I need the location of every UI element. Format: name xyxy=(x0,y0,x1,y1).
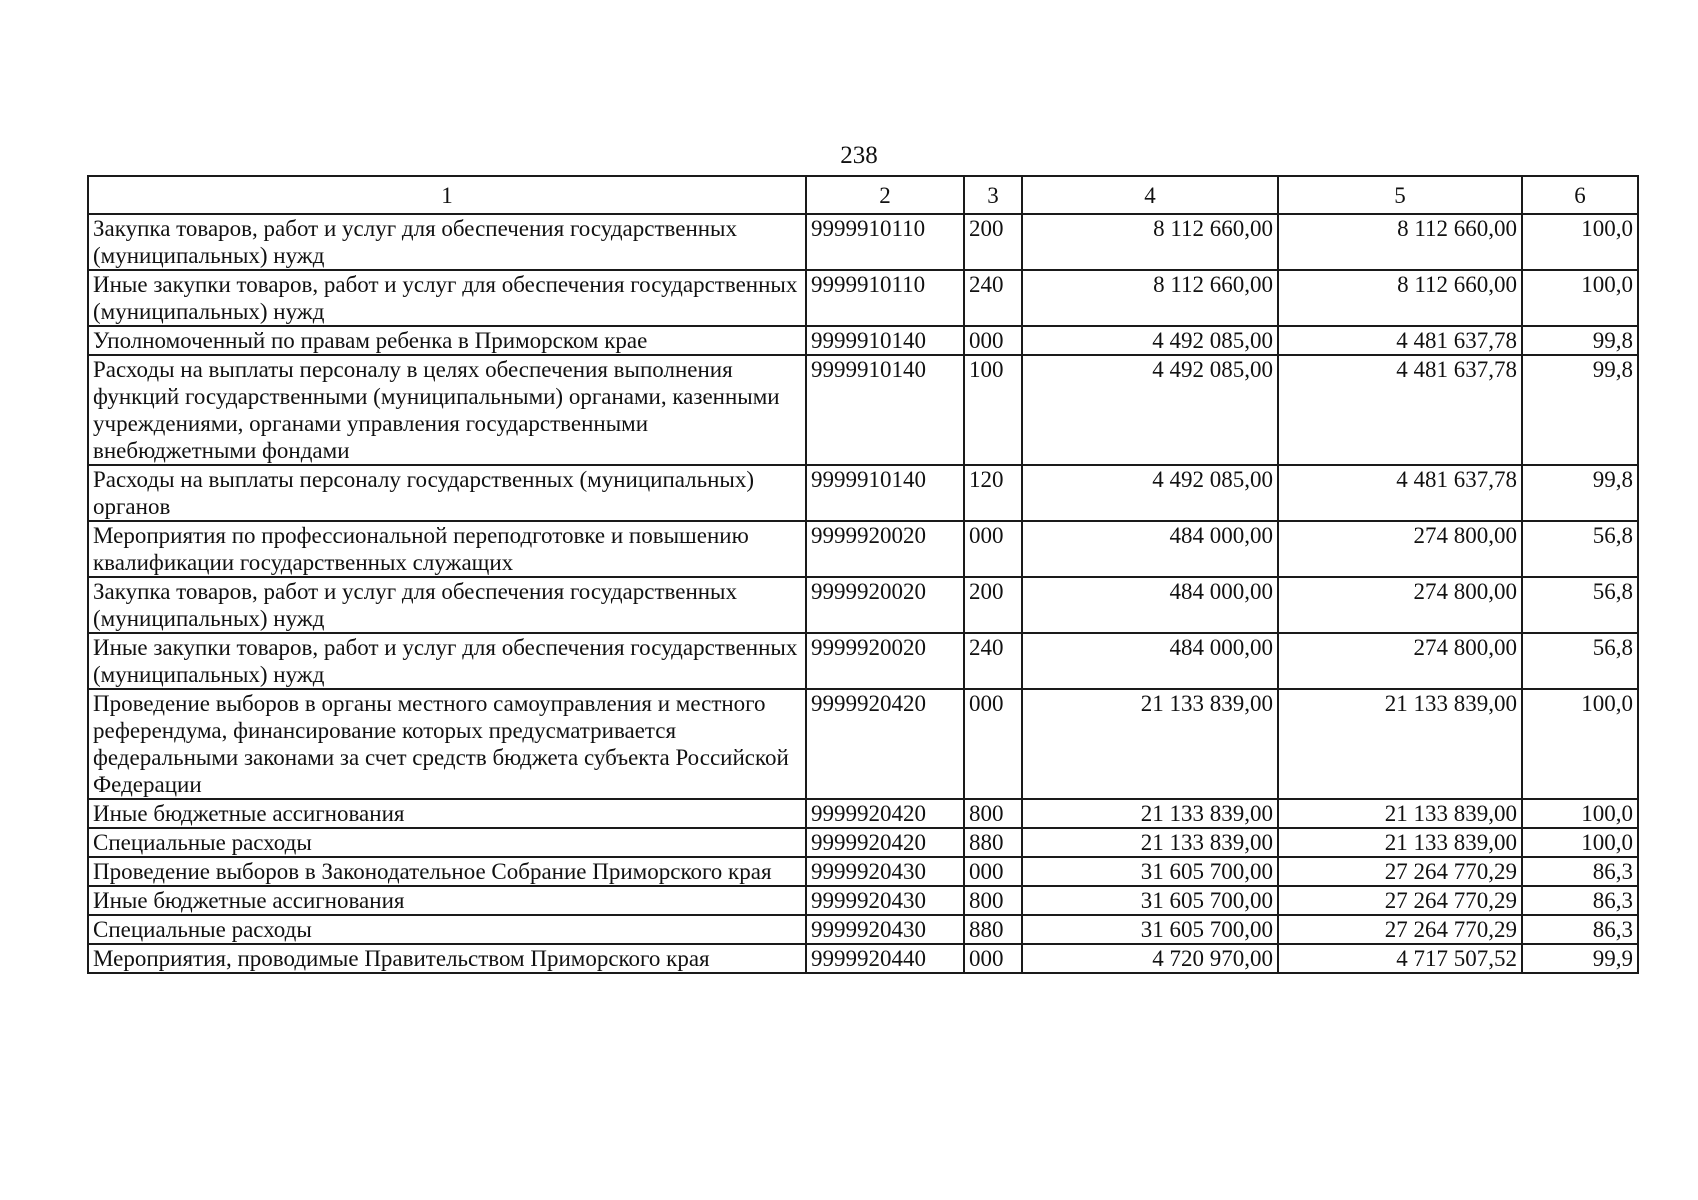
target-code-cell: 9999910110 xyxy=(806,214,964,270)
target-code-cell: 9999920420 xyxy=(806,799,964,828)
actual-amount-cell: 27 264 770,29 xyxy=(1278,886,1522,915)
planned-amount-cell: 4 492 085,00 xyxy=(1022,465,1278,521)
actual-amount-cell: 21 133 839,00 xyxy=(1278,799,1522,828)
expense-type-cell: 000 xyxy=(964,521,1022,577)
table-row xyxy=(88,577,1638,633)
item-name-cell: Специальные расходы xyxy=(88,828,806,857)
column-header: 5 xyxy=(1278,176,1522,214)
table-row xyxy=(88,689,1638,799)
column-header: 4 xyxy=(1022,176,1278,214)
actual-amount-cell: 4 481 637,78 xyxy=(1278,355,1522,465)
expense-type-cell: 100 xyxy=(964,355,1022,465)
planned-amount-cell: 4 492 085,00 xyxy=(1022,355,1278,465)
target-code-cell: 9999920430 xyxy=(806,857,964,886)
item-name-cell: Иные бюджетные ассигнования xyxy=(88,799,806,828)
target-code-cell: 9999910140 xyxy=(806,355,964,465)
expense-type-cell: 800 xyxy=(964,799,1022,828)
target-code-cell: 9999920020 xyxy=(806,577,964,633)
target-code-cell: 9999920420 xyxy=(806,689,964,799)
item-name-cell: Мероприятия, проводимые Правительством Приморского края xyxy=(88,944,806,973)
expense-type-cell: 200 xyxy=(964,577,1022,633)
actual-amount-cell: 4 481 637,78 xyxy=(1278,465,1522,521)
actual-amount-cell: 8 112 660,00 xyxy=(1278,270,1522,326)
percent-cell: 56,8 xyxy=(1522,577,1638,633)
table-body xyxy=(88,214,1638,973)
planned-amount-cell: 484 000,00 xyxy=(1022,577,1278,633)
percent-cell: 100,0 xyxy=(1522,828,1638,857)
item-name-cell: Проведение выборов в органы местного самоуправления и местного референдума, финансирование которых предусматривается федеральными законами за счет средств бюджета субъекта Российской Федерации xyxy=(88,689,806,799)
table-row xyxy=(88,214,1638,270)
page-number: 238 xyxy=(840,142,878,169)
actual-amount-cell: 274 800,00 xyxy=(1278,577,1522,633)
expense-type-cell: 240 xyxy=(964,633,1022,689)
percent-cell: 99,8 xyxy=(1522,355,1638,465)
target-code-cell: 9999920440 xyxy=(806,944,964,973)
table-row xyxy=(88,521,1638,577)
target-code-cell: 9999920430 xyxy=(806,886,964,915)
actual-amount-cell: 274 800,00 xyxy=(1278,521,1522,577)
percent-cell: 86,3 xyxy=(1522,886,1638,915)
percent-cell: 99,9 xyxy=(1522,944,1638,973)
item-name-cell: Иные закупки товаров, работ и услуг для обеспечения государственных (муниципальных) нужд xyxy=(88,633,806,689)
expense-type-cell: 200 xyxy=(964,214,1022,270)
expense-type-cell: 000 xyxy=(964,944,1022,973)
expense-type-cell: 000 xyxy=(964,326,1022,355)
percent-cell: 100,0 xyxy=(1522,270,1638,326)
expense-type-cell: 000 xyxy=(964,857,1022,886)
planned-amount-cell: 21 133 839,00 xyxy=(1022,689,1278,799)
actual-amount-cell: 21 133 839,00 xyxy=(1278,689,1522,799)
planned-amount-cell: 31 605 700,00 xyxy=(1022,915,1278,944)
target-code-cell: 9999920420 xyxy=(806,828,964,857)
table-row xyxy=(88,886,1638,915)
actual-amount-cell: 4 481 637,78 xyxy=(1278,326,1522,355)
expense-type-cell: 800 xyxy=(964,886,1022,915)
column-header: 6 xyxy=(1522,176,1638,214)
table-row xyxy=(88,944,1638,973)
actual-amount-cell: 8 112 660,00 xyxy=(1278,214,1522,270)
actual-amount-cell: 21 133 839,00 xyxy=(1278,828,1522,857)
target-code-cell: 9999910140 xyxy=(806,326,964,355)
header-row xyxy=(88,176,1638,214)
percent-cell: 100,0 xyxy=(1522,689,1638,799)
expense-type-cell: 240 xyxy=(964,270,1022,326)
item-name-cell: Иные бюджетные ассигнования xyxy=(88,886,806,915)
actual-amount-cell: 27 264 770,29 xyxy=(1278,857,1522,886)
table-row xyxy=(88,828,1638,857)
item-name-cell: Специальные расходы xyxy=(88,915,806,944)
actual-amount-cell: 27 264 770,29 xyxy=(1278,915,1522,944)
column-header: 3 xyxy=(964,176,1022,214)
column-header: 2 xyxy=(806,176,964,214)
percent-cell: 99,8 xyxy=(1522,465,1638,521)
percent-cell: 86,3 xyxy=(1522,857,1638,886)
expense-type-cell: 000 xyxy=(964,689,1022,799)
table-row xyxy=(88,326,1638,355)
item-name-cell: Уполномоченный по правам ребенка в Приморском крае xyxy=(88,326,806,355)
target-code-cell: 9999920020 xyxy=(806,633,964,689)
table-row xyxy=(88,355,1638,465)
planned-amount-cell: 31 605 700,00 xyxy=(1022,886,1278,915)
table-row xyxy=(88,857,1638,886)
percent-cell: 100,0 xyxy=(1522,799,1638,828)
table-row xyxy=(88,270,1638,326)
planned-amount-cell: 21 133 839,00 xyxy=(1022,828,1278,857)
table-row xyxy=(88,915,1638,944)
budget-table xyxy=(87,175,1639,974)
percent-cell: 56,8 xyxy=(1522,521,1638,577)
planned-amount-cell: 4 492 085,00 xyxy=(1022,326,1278,355)
item-name-cell: Мероприятия по профессиональной переподготовке и повышению квалификации государственных служащих xyxy=(88,521,806,577)
percent-cell: 86,3 xyxy=(1522,915,1638,944)
table-row xyxy=(88,633,1638,689)
planned-amount-cell: 484 000,00 xyxy=(1022,633,1278,689)
percent-cell: 100,0 xyxy=(1522,214,1638,270)
expense-type-cell: 880 xyxy=(964,915,1022,944)
target-code-cell: 9999920020 xyxy=(806,521,964,577)
item-name-cell: Закупка товаров, работ и услуг для обеспечения государственных (муниципальных) нужд xyxy=(88,214,806,270)
planned-amount-cell: 8 112 660,00 xyxy=(1022,214,1278,270)
expense-type-cell: 120 xyxy=(964,465,1022,521)
planned-amount-cell: 8 112 660,00 xyxy=(1022,270,1278,326)
percent-cell: 56,8 xyxy=(1522,633,1638,689)
planned-amount-cell: 4 720 970,00 xyxy=(1022,944,1278,973)
planned-amount-cell: 31 605 700,00 xyxy=(1022,857,1278,886)
item-name-cell: Иные закупки товаров, работ и услуг для обеспечения государственных (муниципальных) нужд xyxy=(88,270,806,326)
planned-amount-cell: 21 133 839,00 xyxy=(1022,799,1278,828)
target-code-cell: 9999910110 xyxy=(806,270,964,326)
actual-amount-cell: 274 800,00 xyxy=(1278,633,1522,689)
table-row xyxy=(88,465,1638,521)
table-row xyxy=(88,799,1638,828)
item-name-cell: Закупка товаров, работ и услуг для обеспечения государственных (муниципальных) нужд xyxy=(88,577,806,633)
item-name-cell: Проведение выборов в Законодательное Собрание Приморского края xyxy=(88,857,806,886)
actual-amount-cell: 4 717 507,52 xyxy=(1278,944,1522,973)
item-name-cell: Расходы на выплаты персоналу государственных (муниципальных) органов xyxy=(88,465,806,521)
column-header: 1 xyxy=(88,176,806,214)
target-code-cell: 9999910140 xyxy=(806,465,964,521)
planned-amount-cell: 484 000,00 xyxy=(1022,521,1278,577)
target-code-cell: 9999920430 xyxy=(806,915,964,944)
item-name-cell: Расходы на выплаты персоналу в целях обеспечения выполнения функций государственными (муниципальными) органами, казенными учреждениями, органами управления государственными внебюджетными фондами xyxy=(88,355,806,465)
percent-cell: 99,8 xyxy=(1522,326,1638,355)
expense-type-cell: 880 xyxy=(964,828,1022,857)
